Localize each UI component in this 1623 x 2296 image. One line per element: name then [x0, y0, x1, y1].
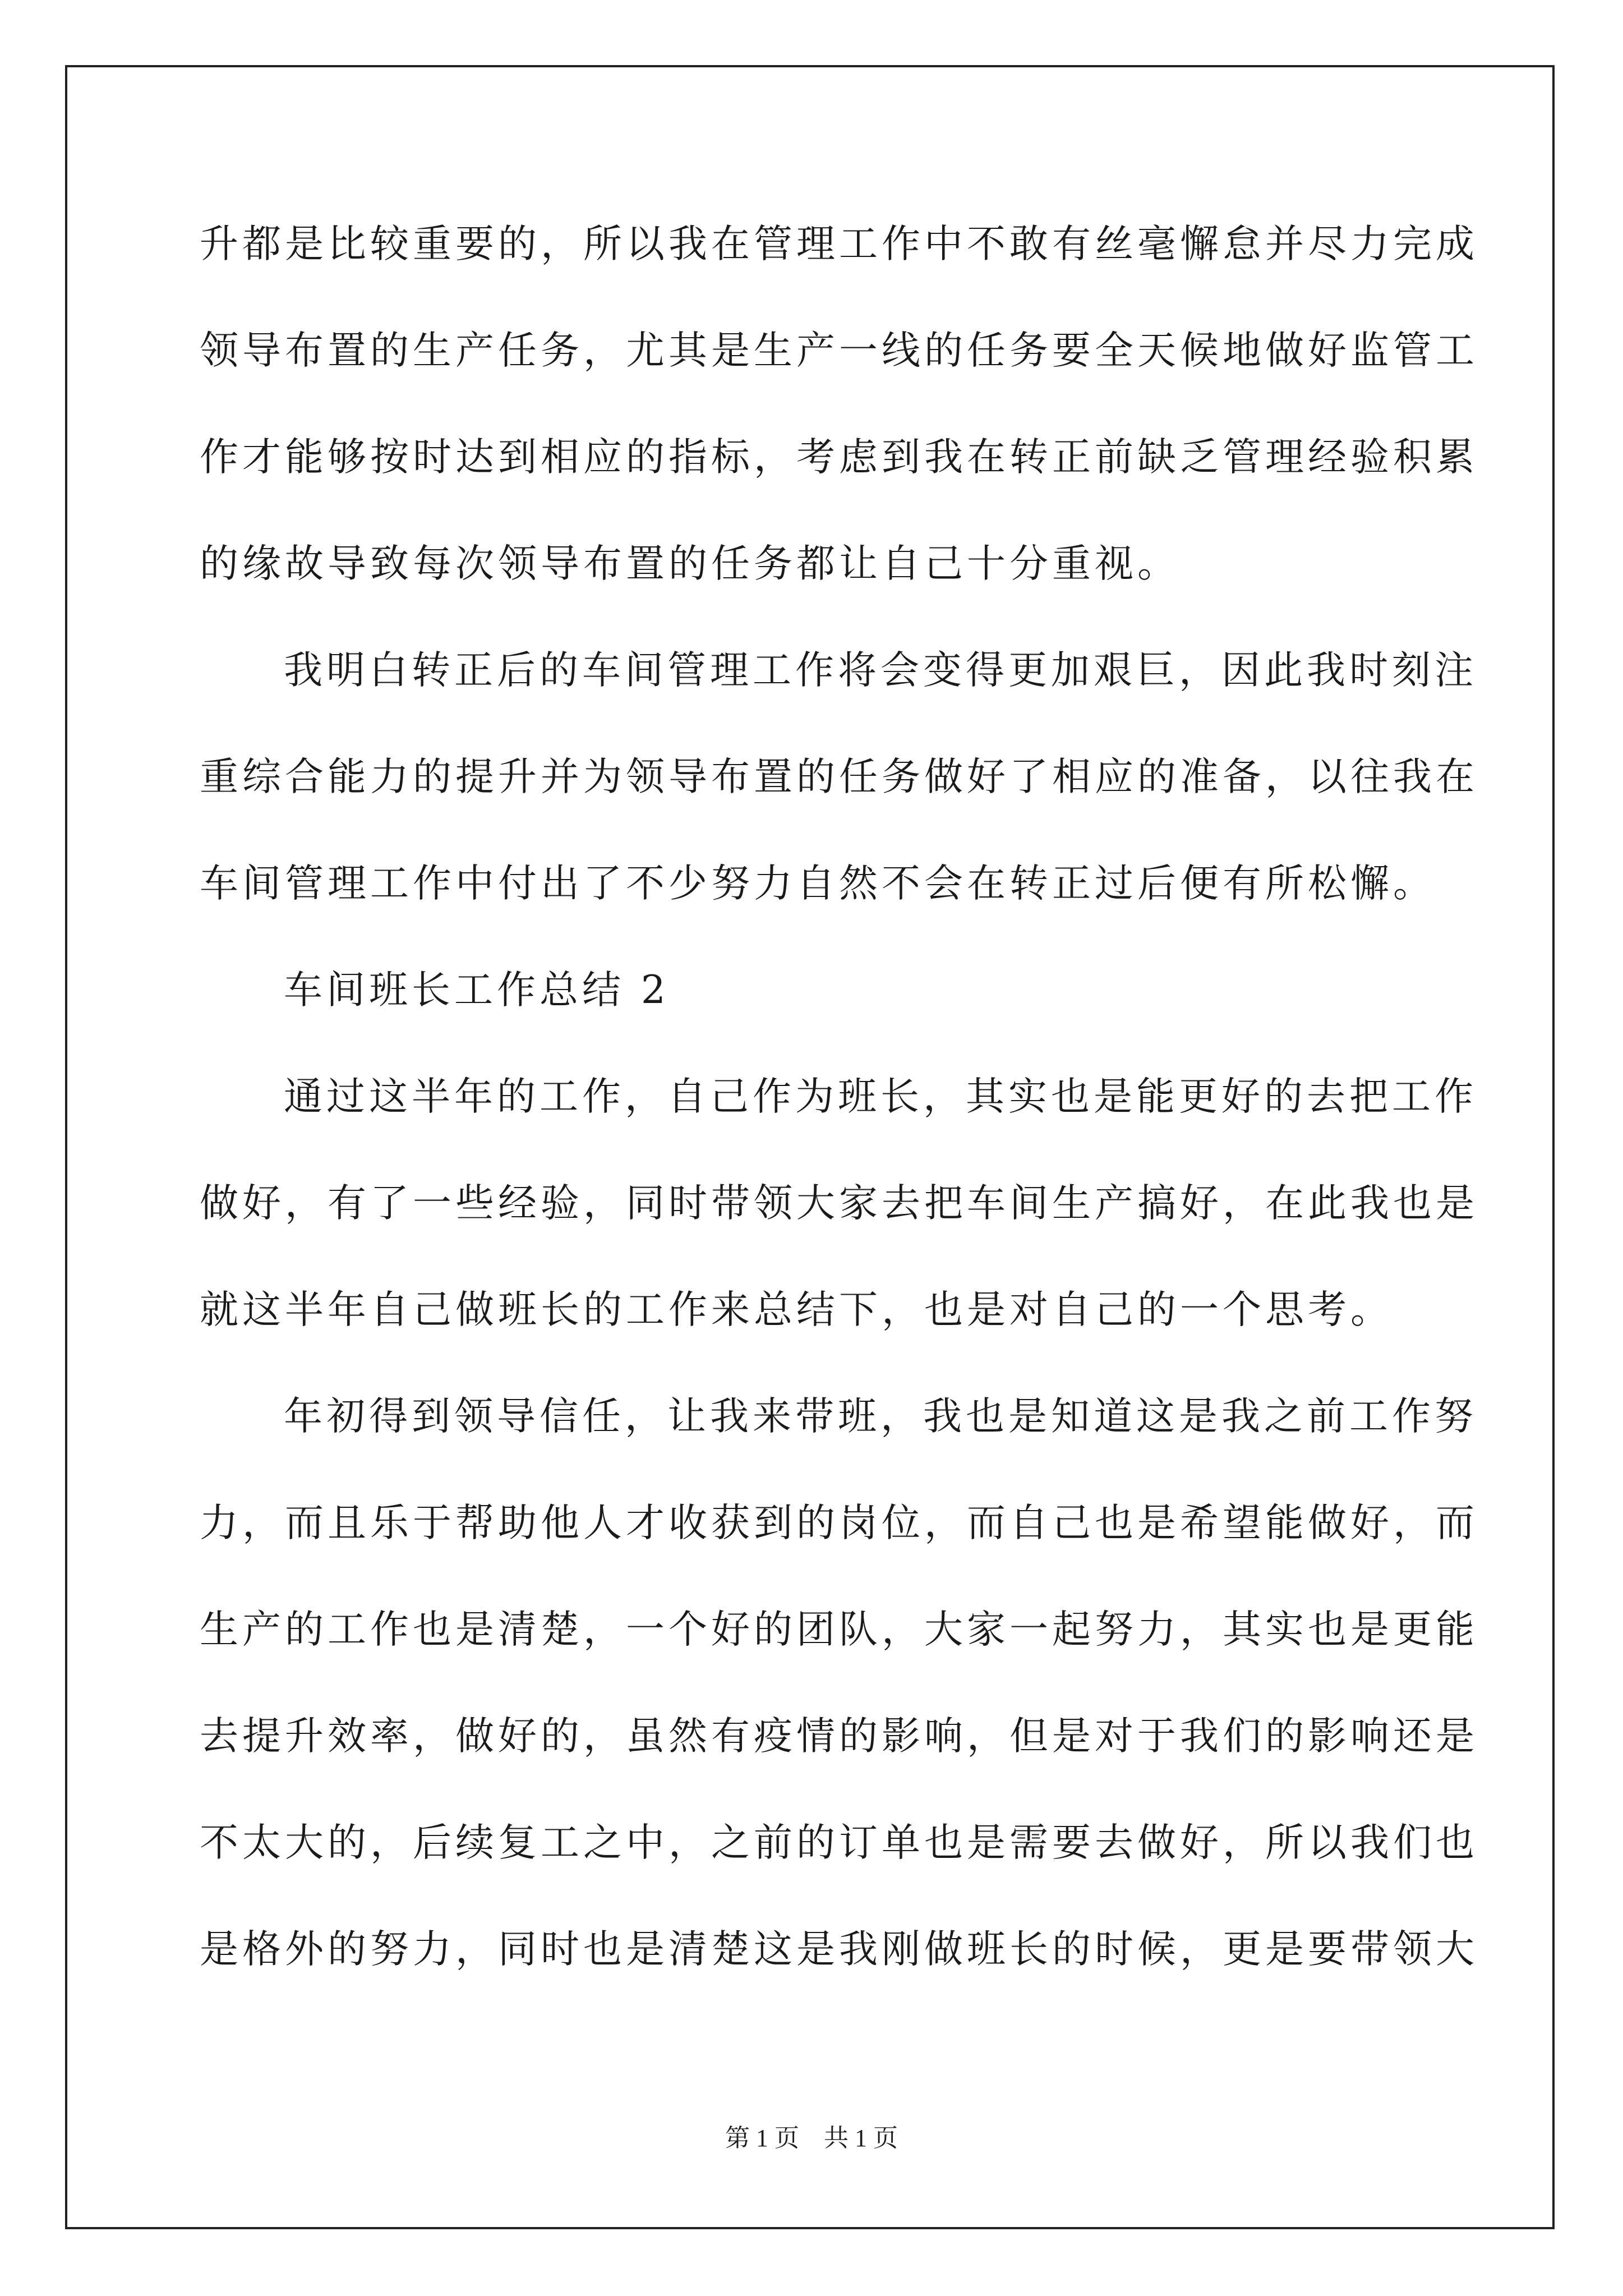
document-body [200, 213, 1478, 2025]
text-line: 生产的工作也是清楚，一个好的团队，大家一起努力，其实也是更能 [200, 1607, 1478, 1652]
text-line: 就这半年自己做班长的工作来总结下，也是对自己的一个思考。 [200, 1287, 1393, 1332]
paragraph-start-line: 通过这半年的工作，自己作为班长，其实也是能更好的去把工作 [284, 1074, 1477, 1119]
text-line: 去提升效率，做好的，虽然有疫情的影响，但是对于我们的影响还是 [200, 1714, 1478, 1759]
text-line: 车间管理工作中付出了不少努力自然不会在转正过后便有所松懈。 [200, 861, 1436, 906]
text-line: 的缘故导致每次领导布置的任务都让自己十分重视。 [200, 541, 1180, 586]
page-number-footer: 第 1 页 共 1 页 [725, 2124, 898, 2152]
text-line: 是格外的努力，同时也是清楚这是我刚做班长的时候，更是要带领大 [200, 1927, 1478, 1972]
text-line: 领导布置的生产任务，尤其是生产一线的任务要全天候地做好监管工 [200, 328, 1478, 373]
text-line: 不太大的，后续复工之中，之前的订单也是需要去做好，所以我们也 [200, 1820, 1478, 1865]
paragraph-start-line: 年初得到领导信任，让我来带班，我也是知道这是我之前工作努 [284, 1394, 1477, 1439]
paragraph-start-line: 我明白转正后的车间管理工作将会变得更加艰巨，因此我时刻注 [284, 648, 1477, 693]
section-heading: 车间班长工作总结 2 [284, 968, 670, 1013]
text-line: 作才能够按时达到相应的指标，考虑到我在转正前缺乏管理经验积累 [200, 435, 1478, 480]
text-line: 重综合能力的提升并为领导布置的任务做好了相应的准备，以往我在 [200, 754, 1478, 799]
text-line: 升都是比较重要的，所以我在管理工作中不敢有丝毫懈怠并尽力完成 [200, 222, 1478, 266]
text-line: 做好，有了一些经验，同时带领大家去把车间生产搞好，在此我也是 [200, 1181, 1478, 1226]
text-line: 力，而且乐于帮助他人才收获到的岗位，而自己也是希望能做好，而 [200, 1501, 1478, 1545]
